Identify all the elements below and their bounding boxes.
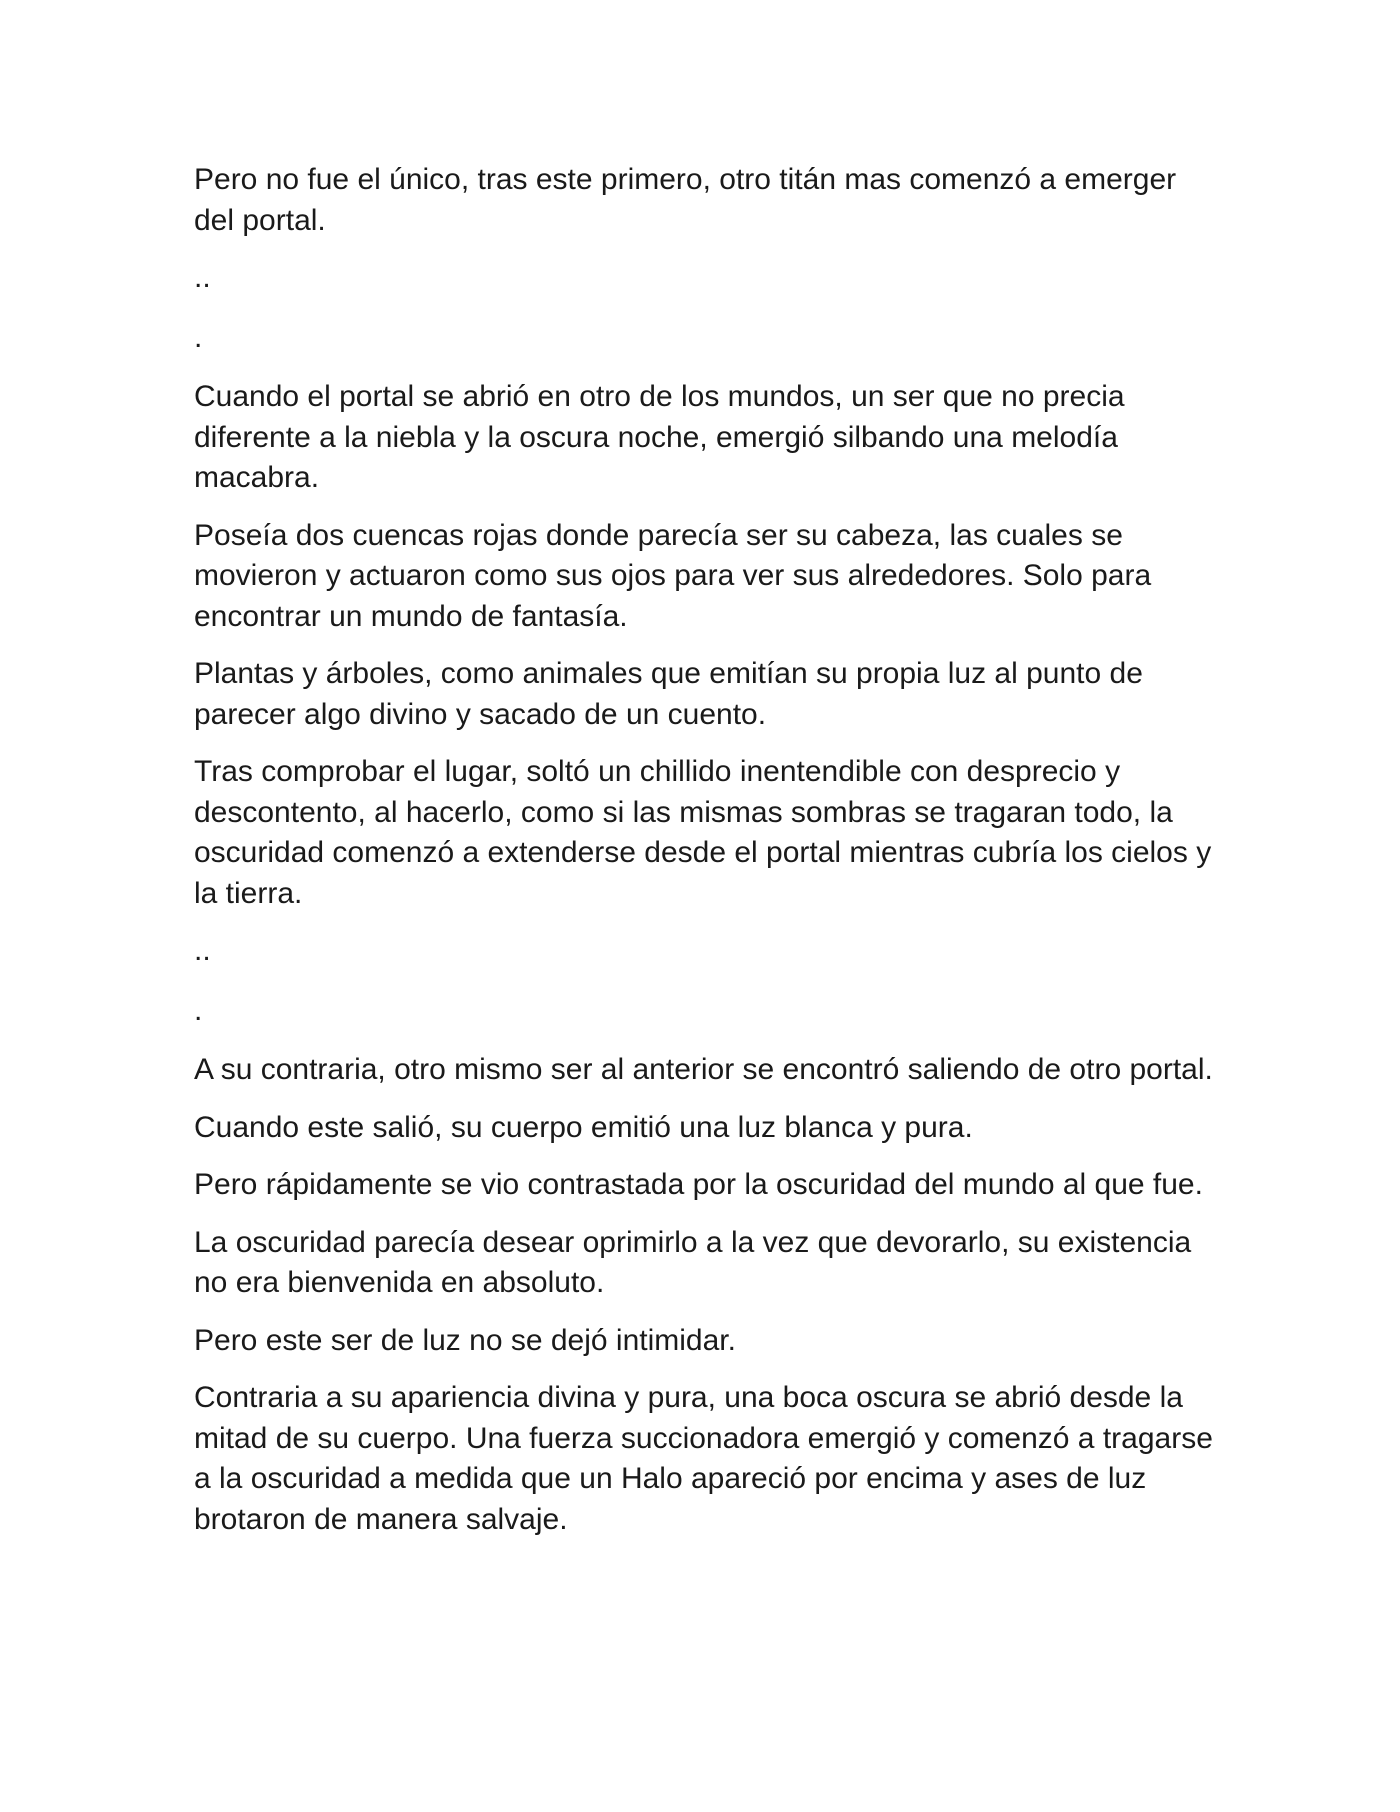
- paragraph: Tras comprobar el lugar, soltó un chillido inentendible con desprecio y descontento, al hacerlo, como si las mismas sombras se tragaran todo, la oscuridad comenzó a extenderse desde el portal mientras cubría los cielos y la tierra.: [194, 755, 1212, 910]
- paragraph: Pero este ser de luz no se dejó intimidar.: [194, 1323, 736, 1357]
- scene-separator: .: [194, 320, 203, 354]
- scene-separator: ..: [194, 934, 211, 967]
- paragraph: Contraria a su apariencia divina y pura, una boca oscura se abrió desde la mitad de su cuerpo. Una fuerza succionadora emergió y comenzó a tragarse a la oscuridad a medida que un Halo apareció por encima y ases de luz brotaron de manera salvaje.: [194, 1381, 1213, 1536]
- scene-separator: ..: [194, 261, 211, 294]
- paragraph: Cuando este salió, su cuerpo emitió una luz blanca y pura.: [194, 1110, 973, 1144]
- scene-separator: .: [194, 993, 203, 1027]
- document-body: [194, 160, 1214, 1557]
- paragraph: Poseía dos cuencas rojas donde parecía ser su cabeza, las cuales se movieron y actuaron como sus ojos para ver sus alrededores. Solo para encontrar un mundo de fantasía.: [194, 518, 1152, 633]
- paragraph: La oscuridad parecía desear oprimirlo a la vez que devorarlo, su existencia no era bienvenida en absoluto.: [194, 1225, 1192, 1299]
- paragraph: Cuando el portal se abrió en otro de los mundos, un ser que no precia diferente a la niebla y la oscura noche, emergió silbando una melodía macabra.: [194, 380, 1125, 494]
- paragraph: Plantas y árboles, como animales que emitían su propia luz al punto de parecer algo divino y sacado de un cuento.: [194, 657, 1143, 731]
- paragraph: Pero no fue el único, tras este primero, otro titán mas comenzó a emerger del portal.: [194, 163, 1177, 237]
- paragraph: A su contraria, otro mismo ser al anterior se encontró saliendo de otro portal.: [194, 1053, 1213, 1086]
- paragraph: Pero rápidamente se vio contrastada por la oscuridad del mundo al que fue.: [194, 1168, 1203, 1201]
